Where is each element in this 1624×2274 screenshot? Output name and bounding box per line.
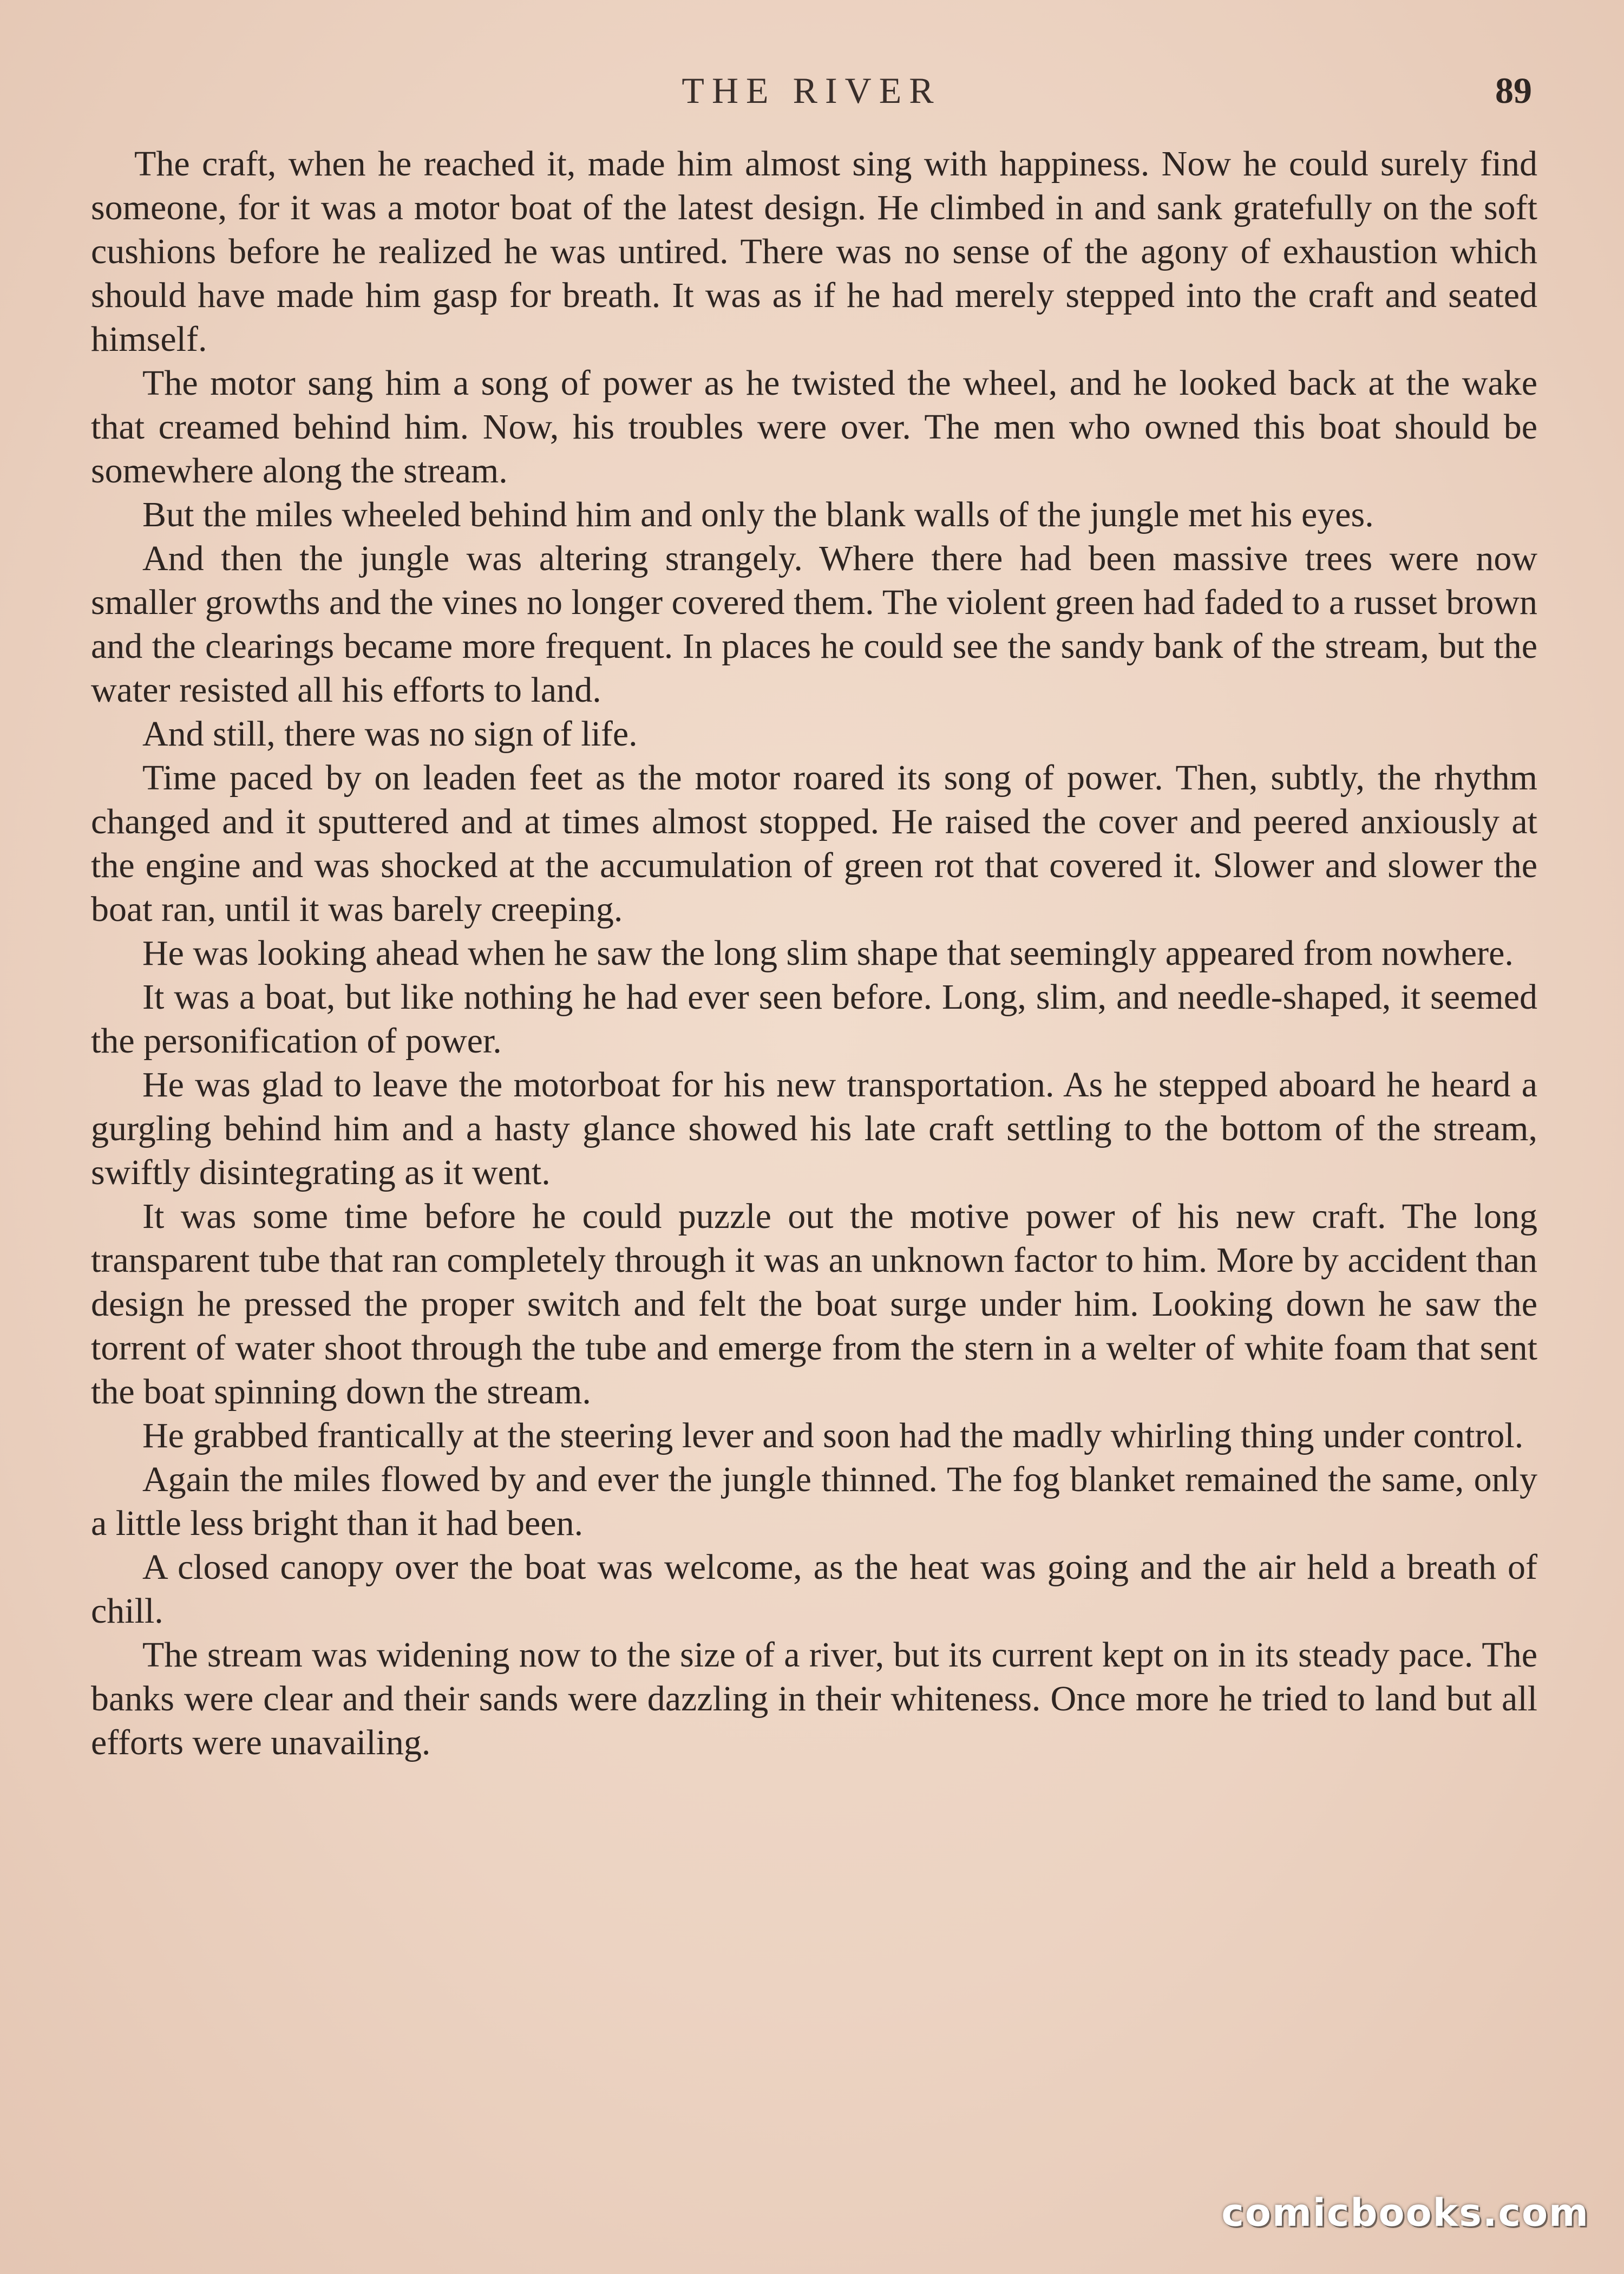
paragraph: Time paced by on leaden feet as the motor roared its song of power. Then, subtly, the rhythm changed and it sputtered and at times almost stopped. He raised the cover and peered anxiously at the engine and was shocked at the accumulation of green rot that covered it. Slower and slower the boat ran, until it was barely creeping.: [91, 758, 1537, 929]
paragraph: The stream was widening now to the size of a river, but its current kept on in its steady pace. The banks were clear and their sands were dazzling in their whiteness. Once more he tried to land but all efforts were unavailing.: [91, 1635, 1537, 1762]
page-number: 89: [1495, 70, 1532, 111]
paragraph: The craft, when he reached it, made him almost sing with happiness. Now he could surely find someone, for it was a motor boat of the latest design. He climbed in and sank gratefully on the soft cushions before he realized he was untired. There was no sense of the agony of exhaustion which should have made him gasp for breath. It was as if he had merely stepped into the craft and seated himself.: [91, 144, 1537, 359]
paragraph: A closed canopy over the boat was welcome, as the heat was going and the air held a breath of chill.: [91, 1547, 1537, 1631]
paragraph: The motor sang him a song of power as he twisted the wheel, and he looked back at the wake that creamed behind him. Now, his troubles were over. The men who owned this boat should be somewhere along the stream.: [91, 363, 1537, 491]
body-text: [91, 142, 1537, 1765]
watermark-logo: comicbooks.com: [1221, 2191, 1589, 2235]
paragraph: And then the jungle was altering strangely. Where there had been massive trees were now smaller growths and the vines no longer covered them. The violent green had faded to a russet brown and the clearings became more frequent. In places he could see the sandy bank of the stream, but the water resisted all his efforts to land.: [91, 539, 1537, 710]
paragraph: He was glad to leave the motorboat for his new transportation. As he stepped aboard he heard a gurgling behind him and a hasty glance showed his late craft settling to the bottom of the stream, swiftly disintegrating as it went.: [91, 1065, 1537, 1192]
paragraph: And still, there was no sign of life.: [142, 714, 638, 754]
paragraph: But the miles wheeled behind him and only the blank walls of the jungle met his eyes.: [142, 495, 1374, 534]
paragraph: He grabbed frantically at the steering lever and soon had the madly whirling thing under control.: [142, 1416, 1524, 1455]
paragraph: It was a boat, but like nothing he had ever seen before. Long, slim, and needle-shaped, it seemed the personification of power.: [91, 977, 1537, 1061]
running-title: THE RIVER: [682, 70, 941, 111]
paragraph: It was some time before he could puzzle out the motive power of his new craft. The long transparent tube that ran completely through it was an unknown factor to him. More by accident than design he pressed the proper switch and felt the boat surge under him. Looking down he saw the torrent of water shoot through the tube and emerge from the stern in a welter of white foam that sent the boat spinning down the stream.: [91, 1197, 1537, 1412]
running-head: [91, 69, 1532, 118]
paragraph: Again the miles flowed by and ever the jungle thinned. The fog blanket remained the same, only a little less bright than it had been.: [91, 1460, 1537, 1543]
paragraph: He was looking ahead when he saw the long slim shape that seemingly appeared from nowhere.: [142, 933, 1514, 973]
